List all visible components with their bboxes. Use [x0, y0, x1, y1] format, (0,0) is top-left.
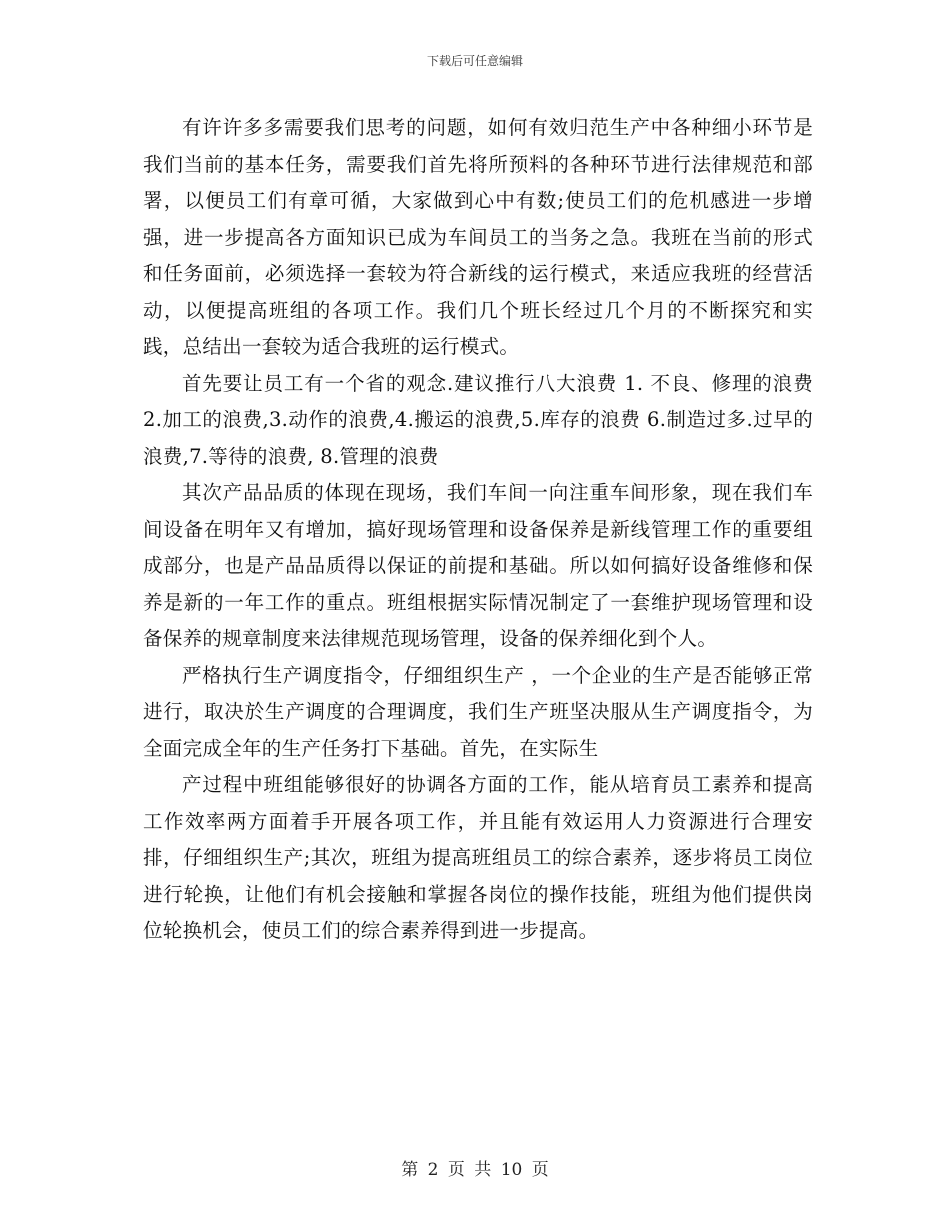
paragraph-1: 有许许多多需要我们思考的问题，如何有效归范生产中各种细小环节是我们当前的基本任务，需要我们首先将所预料的各种环节进行法律规范和部署，以便员工们有章可循，大家做到心中有数;使员工们的危机感进一步增强，进一步提高各方面知识已成为车间员工的当务之急。我班在当前的形式和任务面前，必须选择一套较为符合新线的运行模式，来适应我班的经营活动，以便提高班组的各项工作。我们几个班长经过几个月的不断探究和实践，总结出一套较为适合我班的运行模式。	[143, 116, 813, 358]
page-number-footer: 第 2 页 共 10 页	[401, 1160, 549, 1180]
paragraph-2: 首先要让员工有一个省的观念.建议推行八大浪费 1. 不良、修理的浪费 2.加工的浪费,3.动作的浪费,4.搬运的浪费,5.库存的浪费 6.制造过多.过早的浪费,7.等待的浪费, 8.管理的浪费	[143, 371, 813, 468]
paragraph-3: 其次产品品质的体现在现场，我们车间一向注重车间形象，现在我们车间设备在明年又有增加，搞好现场管理和设备保养是新线管理工作的重要组成部分，也是产品品质得以保证的前提和基础。所以如何搞好设备维修和保养是新的一年工作的重点。班组根据实际情况制定了一套维护现场管理和设备保养的规章制度来法律规范现场管理，设备的保养细化到个人。	[143, 481, 813, 650]
paragraph-4: 严格执行生产调度指令，仔细组织生产 ，一个企业的生产是否能够正常进行，取决於生产调度的合理调度，我们生产班坚决服从生产调度指令，为全面完成全年的生产任务打下基础。首先，在实际生	[143, 663, 813, 760]
paragraph-5: 产过程中班组能够很好的协调各方面的工作，能从培育员工素养和提高工作效率两方面着手开展各项工作，并且能有效运用人力资源进行合理安排，仔细组织生产;其次，班组为提高班组员工的综合素养，逐步将员工岗位进行轮换，让他们有机会接触和掌握各岗位的操作技能，班组为他们提供岗位轮换机会，使员工们的综合素养得到进一步提高。	[143, 773, 813, 942]
page-header: 下载后可任意编辑	[426, 54, 523, 68]
document-body	[143, 110, 813, 950]
